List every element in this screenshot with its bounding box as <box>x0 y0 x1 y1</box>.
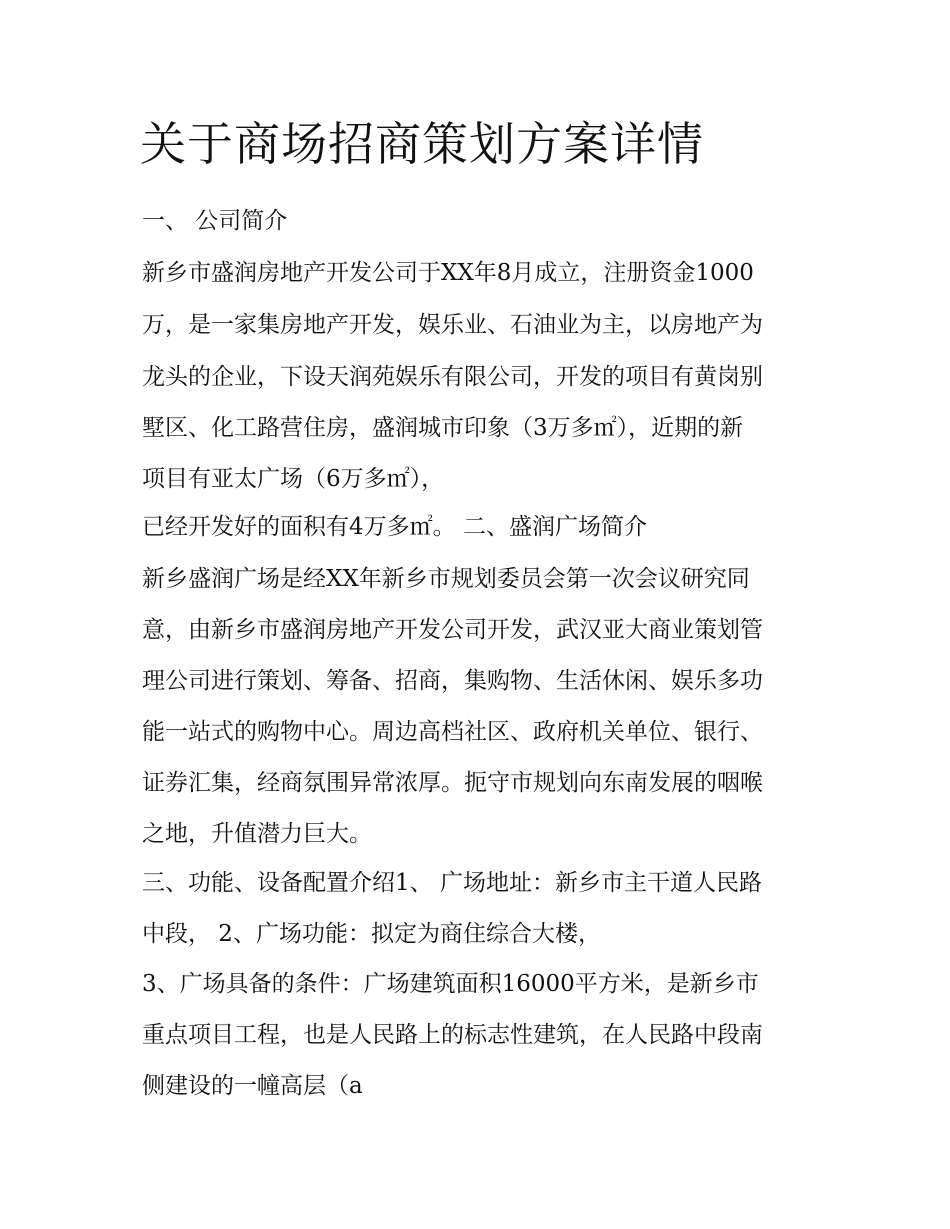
paragraph-line: 龙头的企业，下设天润苑娱乐有限公司，开发的项目有黄岗别 <box>142 364 763 390</box>
paragraph-line: 项目有亚太广场（6万多㎡）， <box>142 466 445 492</box>
paragraph-line: 已经开发好的面积有4万多㎡。 二、盛润广场简介 <box>142 514 647 540</box>
paragraph-line: 新乡盛润广场是经XX年新乡市规划委员会第一次会议研究同 <box>142 566 750 592</box>
paragraph-line: 新乡市盛润房地产开发公司于XX年8月成立，注册资金1000 <box>142 260 754 286</box>
section-heading-company-intro: 一、 公司简介 <box>142 208 288 234</box>
paragraph-line: 中段， 2、广场功能：拟定为商住综合大楼， <box>142 921 601 947</box>
paragraph-line: 之地，升值潜力巨大。 <box>142 821 372 847</box>
paragraph-line: 意，由新乡市盛润房地产开发公司开发，武汉亚大商业策划管 <box>142 617 763 643</box>
paragraph-line: 万，是一家集房地产开发，娱乐业、石油业为主，以房地产为 <box>142 312 763 338</box>
paragraph-line: 3、广场具备的条件：广场建筑面积16000平方米，是新乡市 <box>142 971 759 997</box>
paragraph-line: 侧建设的一幢高层（a <box>142 1073 363 1099</box>
paragraph-line: 墅区、化工路营住房，盛润城市印象（3万多㎡），近期的新 <box>142 415 744 441</box>
paragraph-line: 重点项目工程，也是人民路上的标志性建筑，在人民路中段南 <box>142 1022 763 1048</box>
paragraph-line: 证券汇集，经商氛围异常浓厚。扼守市规划向东南发展的咽喉 <box>142 770 763 796</box>
document-title: 关于商场招商策划方案详情 <box>140 117 704 171</box>
paragraph-line: 三、功能、设备配置介绍1、 广场地址：新乡市主干道人民路 <box>142 870 762 896</box>
paragraph-line: 能一站式的购物中心。周边高档社区、政府机关单位、银行、 <box>142 719 763 745</box>
paragraph-line: 理公司进行策划、筹备、招商，集购物、生活休闲、娱乐多功 <box>142 668 763 694</box>
